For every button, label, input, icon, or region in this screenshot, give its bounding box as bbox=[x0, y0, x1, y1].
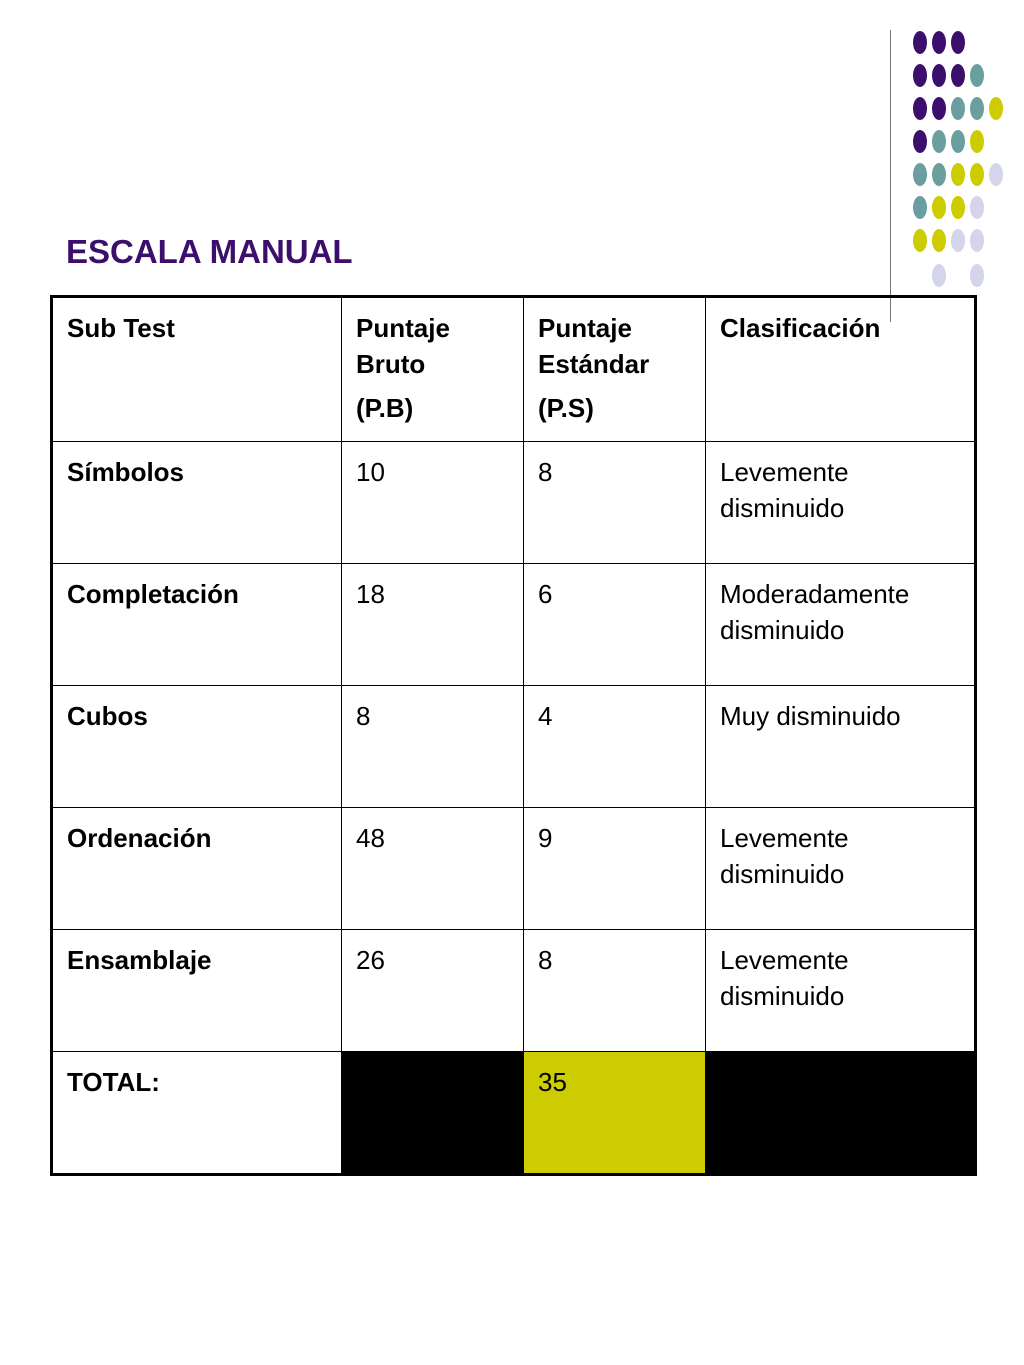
row-subtest: Símbolos bbox=[52, 442, 342, 564]
row-ps: 8 bbox=[524, 442, 706, 564]
row-pb: 10 bbox=[342, 442, 524, 564]
total-ps-value: 35 bbox=[524, 1052, 706, 1175]
dot bbox=[932, 64, 946, 87]
header-puntaje-bruto bbox=[342, 297, 524, 442]
header-pb-line1: Puntaje bbox=[356, 313, 450, 343]
row-pb: 8 bbox=[342, 686, 524, 808]
row-clasificacion: Levemente disminuido bbox=[706, 930, 976, 1052]
table-row bbox=[52, 686, 976, 808]
page-title: ESCALA MANUAL bbox=[66, 233, 353, 270]
dot bbox=[970, 97, 984, 120]
row-ps: 4 bbox=[524, 686, 706, 808]
dot bbox=[970, 264, 984, 287]
dot bbox=[951, 97, 965, 120]
dot bbox=[951, 229, 965, 252]
header-ps-line3: (P.S) bbox=[538, 393, 594, 423]
row-subtest: Cubos bbox=[52, 686, 342, 808]
dot bbox=[970, 130, 984, 153]
dot bbox=[970, 64, 984, 87]
header-pb-line2: Bruto bbox=[356, 349, 426, 379]
table-row bbox=[52, 808, 976, 930]
row-subtest: Ensamblaje bbox=[52, 930, 342, 1052]
dot bbox=[951, 163, 965, 186]
dot bbox=[913, 163, 927, 186]
table-row bbox=[52, 930, 976, 1052]
dot bbox=[989, 97, 1003, 120]
dot bbox=[932, 97, 946, 120]
total-clasificacion-blackout bbox=[706, 1052, 976, 1175]
dot bbox=[970, 163, 984, 186]
row-pb: 18 bbox=[342, 564, 524, 686]
header-clasificacion: Clasificación bbox=[706, 297, 976, 442]
row-pb: 26 bbox=[342, 930, 524, 1052]
dot bbox=[932, 196, 946, 219]
dot bbox=[932, 31, 946, 54]
total-pb-blackout bbox=[342, 1052, 524, 1175]
dot bbox=[913, 31, 927, 54]
dot bbox=[932, 163, 946, 186]
row-subtest: Ordenación bbox=[52, 808, 342, 930]
dot bbox=[989, 163, 1003, 186]
row-clasificacion: Moderadamente disminuido bbox=[706, 564, 976, 686]
header-puntaje-estandar bbox=[524, 297, 706, 442]
decorative-vertical-line bbox=[890, 30, 891, 322]
dot bbox=[932, 229, 946, 252]
header-subtest: Sub Test bbox=[52, 297, 342, 442]
total-label: TOTAL: bbox=[52, 1052, 342, 1175]
row-ps: 9 bbox=[524, 808, 706, 930]
dot bbox=[951, 196, 965, 219]
header-ps-line1: Puntaje bbox=[538, 313, 632, 343]
dot bbox=[913, 97, 927, 120]
total-row bbox=[52, 1052, 976, 1175]
dot bbox=[913, 229, 927, 252]
dot bbox=[932, 130, 946, 153]
row-pb: 48 bbox=[342, 808, 524, 930]
row-ps: 6 bbox=[524, 564, 706, 686]
dot bbox=[951, 64, 965, 87]
dot bbox=[913, 64, 927, 87]
header-pb-line3: (P.B) bbox=[356, 393, 414, 423]
scores-table bbox=[50, 295, 977, 1176]
table-row bbox=[52, 442, 976, 564]
dot bbox=[913, 130, 927, 153]
dot bbox=[951, 31, 965, 54]
dot bbox=[932, 264, 946, 287]
row-clasificacion: Levemente disminuido bbox=[706, 808, 976, 930]
dot bbox=[951, 130, 965, 153]
table-header-row bbox=[52, 297, 976, 442]
dot bbox=[970, 229, 984, 252]
dot bbox=[970, 196, 984, 219]
row-clasificacion: Levemente disminuido bbox=[706, 442, 976, 564]
row-ps: 8 bbox=[524, 930, 706, 1052]
table-row bbox=[52, 564, 976, 686]
header-ps-line2: Estándar bbox=[538, 349, 650, 379]
dot bbox=[913, 196, 927, 219]
row-clasificacion: Muy disminuido bbox=[706, 686, 976, 808]
row-subtest: Completación bbox=[52, 564, 342, 686]
